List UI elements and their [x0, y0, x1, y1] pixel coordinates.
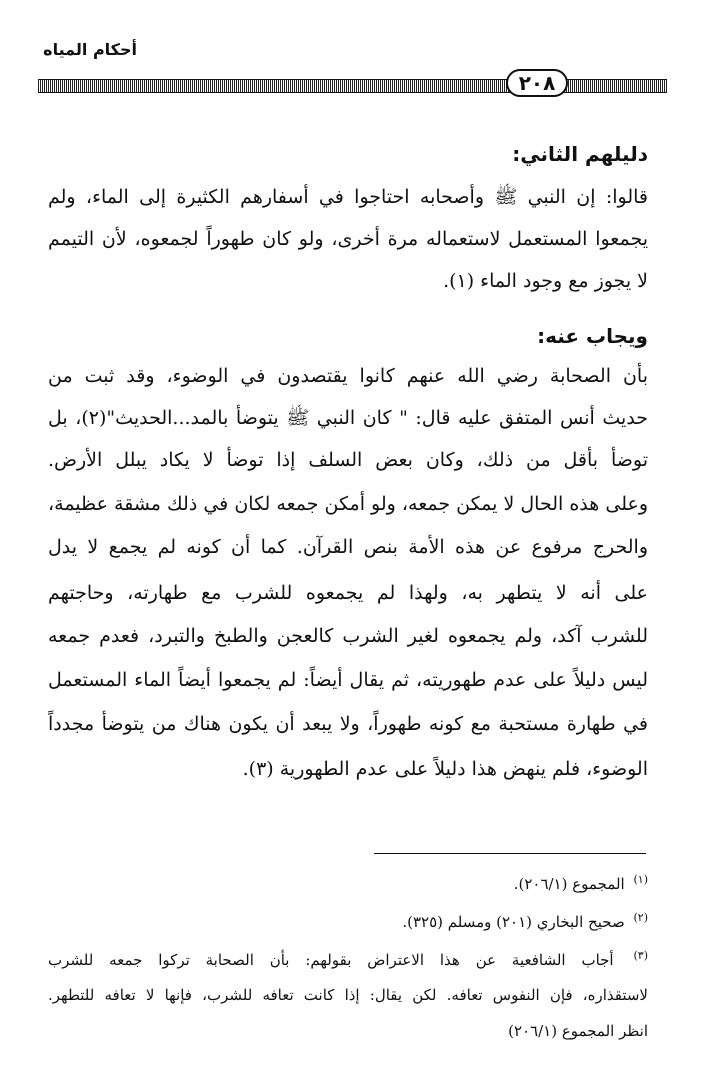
footnote-separator — [374, 853, 646, 854]
footnote-1 — [48, 865, 648, 895]
body-line: على أنه لا يتطهر به، ولهذا لم يجمعوه للشرب مع طهارته، وحاجتهم — [48, 582, 648, 604]
body-line: حديث أنس المتفق عليه قال: " كان النبي ﷺ يتوضأ بالمد...الحديث"(٢)، بل — [48, 407, 648, 429]
body-line: في طهارة مستحبة مع كونه طهوراً، ولا يبعد أن يكون هناك من يتوضأ مجدداً — [48, 713, 648, 735]
body-line: الوضوء، فلم ينهض هذا دليلاً على عدم الطهورية (٣). — [242, 758, 648, 780]
body-line: للشرب آكد، ولم يجمعوه لغير الشرب كالعجن والطبخ والتبرد، فعدم جمعه — [48, 625, 648, 647]
body-line: بأن الصحابة رضي الله عنهم كانوا يقتصدون في الوضوء، وقد ثبت من — [48, 365, 648, 387]
section-heading-first-evidence: دليلهم الثاني: — [512, 142, 648, 166]
body-line: توضأ بأقل من ذلك، وكان بعض السلف إذا توضأ لا يكاد يبلل الأرض. — [48, 449, 648, 471]
footnote-text: صحيح البخاري (٢٠١) ومسلم (٣٢٥). — [402, 913, 625, 931]
page-number: ٢٠٨ — [506, 69, 568, 97]
footnote-3 — [48, 941, 648, 971]
body-line: والحرج مرفوع عن هذه الأمة بنص القرآن. كما أن كونه لم يجمع لا يدل — [48, 536, 648, 558]
body-line: قالوا: إن النبي ﷺ وأصحابه احتاجوا في أسفارهم الكثيرة إلى الماء، ولم — [48, 186, 648, 208]
footnote-3-continued: لاستقذاره، فإن النفوس تعافه. لكن يقال: إذا كانت تعافه للشرب، فإنها لا تعافه للتطهر. — [48, 986, 648, 1004]
body-line: وعلى هذه الحال لا يمكن جمعه، ولو أمكن جمعه لكان في ذلك مشقة عظيمة، — [48, 493, 648, 515]
footnote-2 — [48, 903, 648, 933]
footnote-3-continued: انظر المجموع (٢٠٦/١) — [508, 1022, 648, 1040]
body-line: لا يجوز مع وجود الماء (١). — [443, 270, 648, 292]
section-heading-response: ويجاب عنه: — [537, 324, 648, 348]
footnote-marker: (١) — [633, 873, 648, 886]
footnote-text: أجاب الشافعية عن هذا الاعتراض بقولهم: بأن الصحابة تركوا جمعه للشرب — [48, 951, 614, 969]
footnote-text: المجموع (٢٠٦/١). — [513, 875, 625, 893]
footnote-marker: (٢) — [633, 911, 648, 924]
body-line: ليس دليلاً على عدم طهوريته، ثم يقال أيضاً: لم يجمعوا أيضاً الماء المستعمل — [48, 669, 648, 691]
body-line: يجمعوا المستعمل لاستعماله مرة أخرى، ولو كان طهوراً لجمعوه، لأن التيمم — [48, 228, 648, 250]
running-title: أحكام المياه — [43, 40, 137, 59]
footnote-marker: (٣) — [633, 949, 648, 962]
header-rule — [38, 79, 667, 93]
